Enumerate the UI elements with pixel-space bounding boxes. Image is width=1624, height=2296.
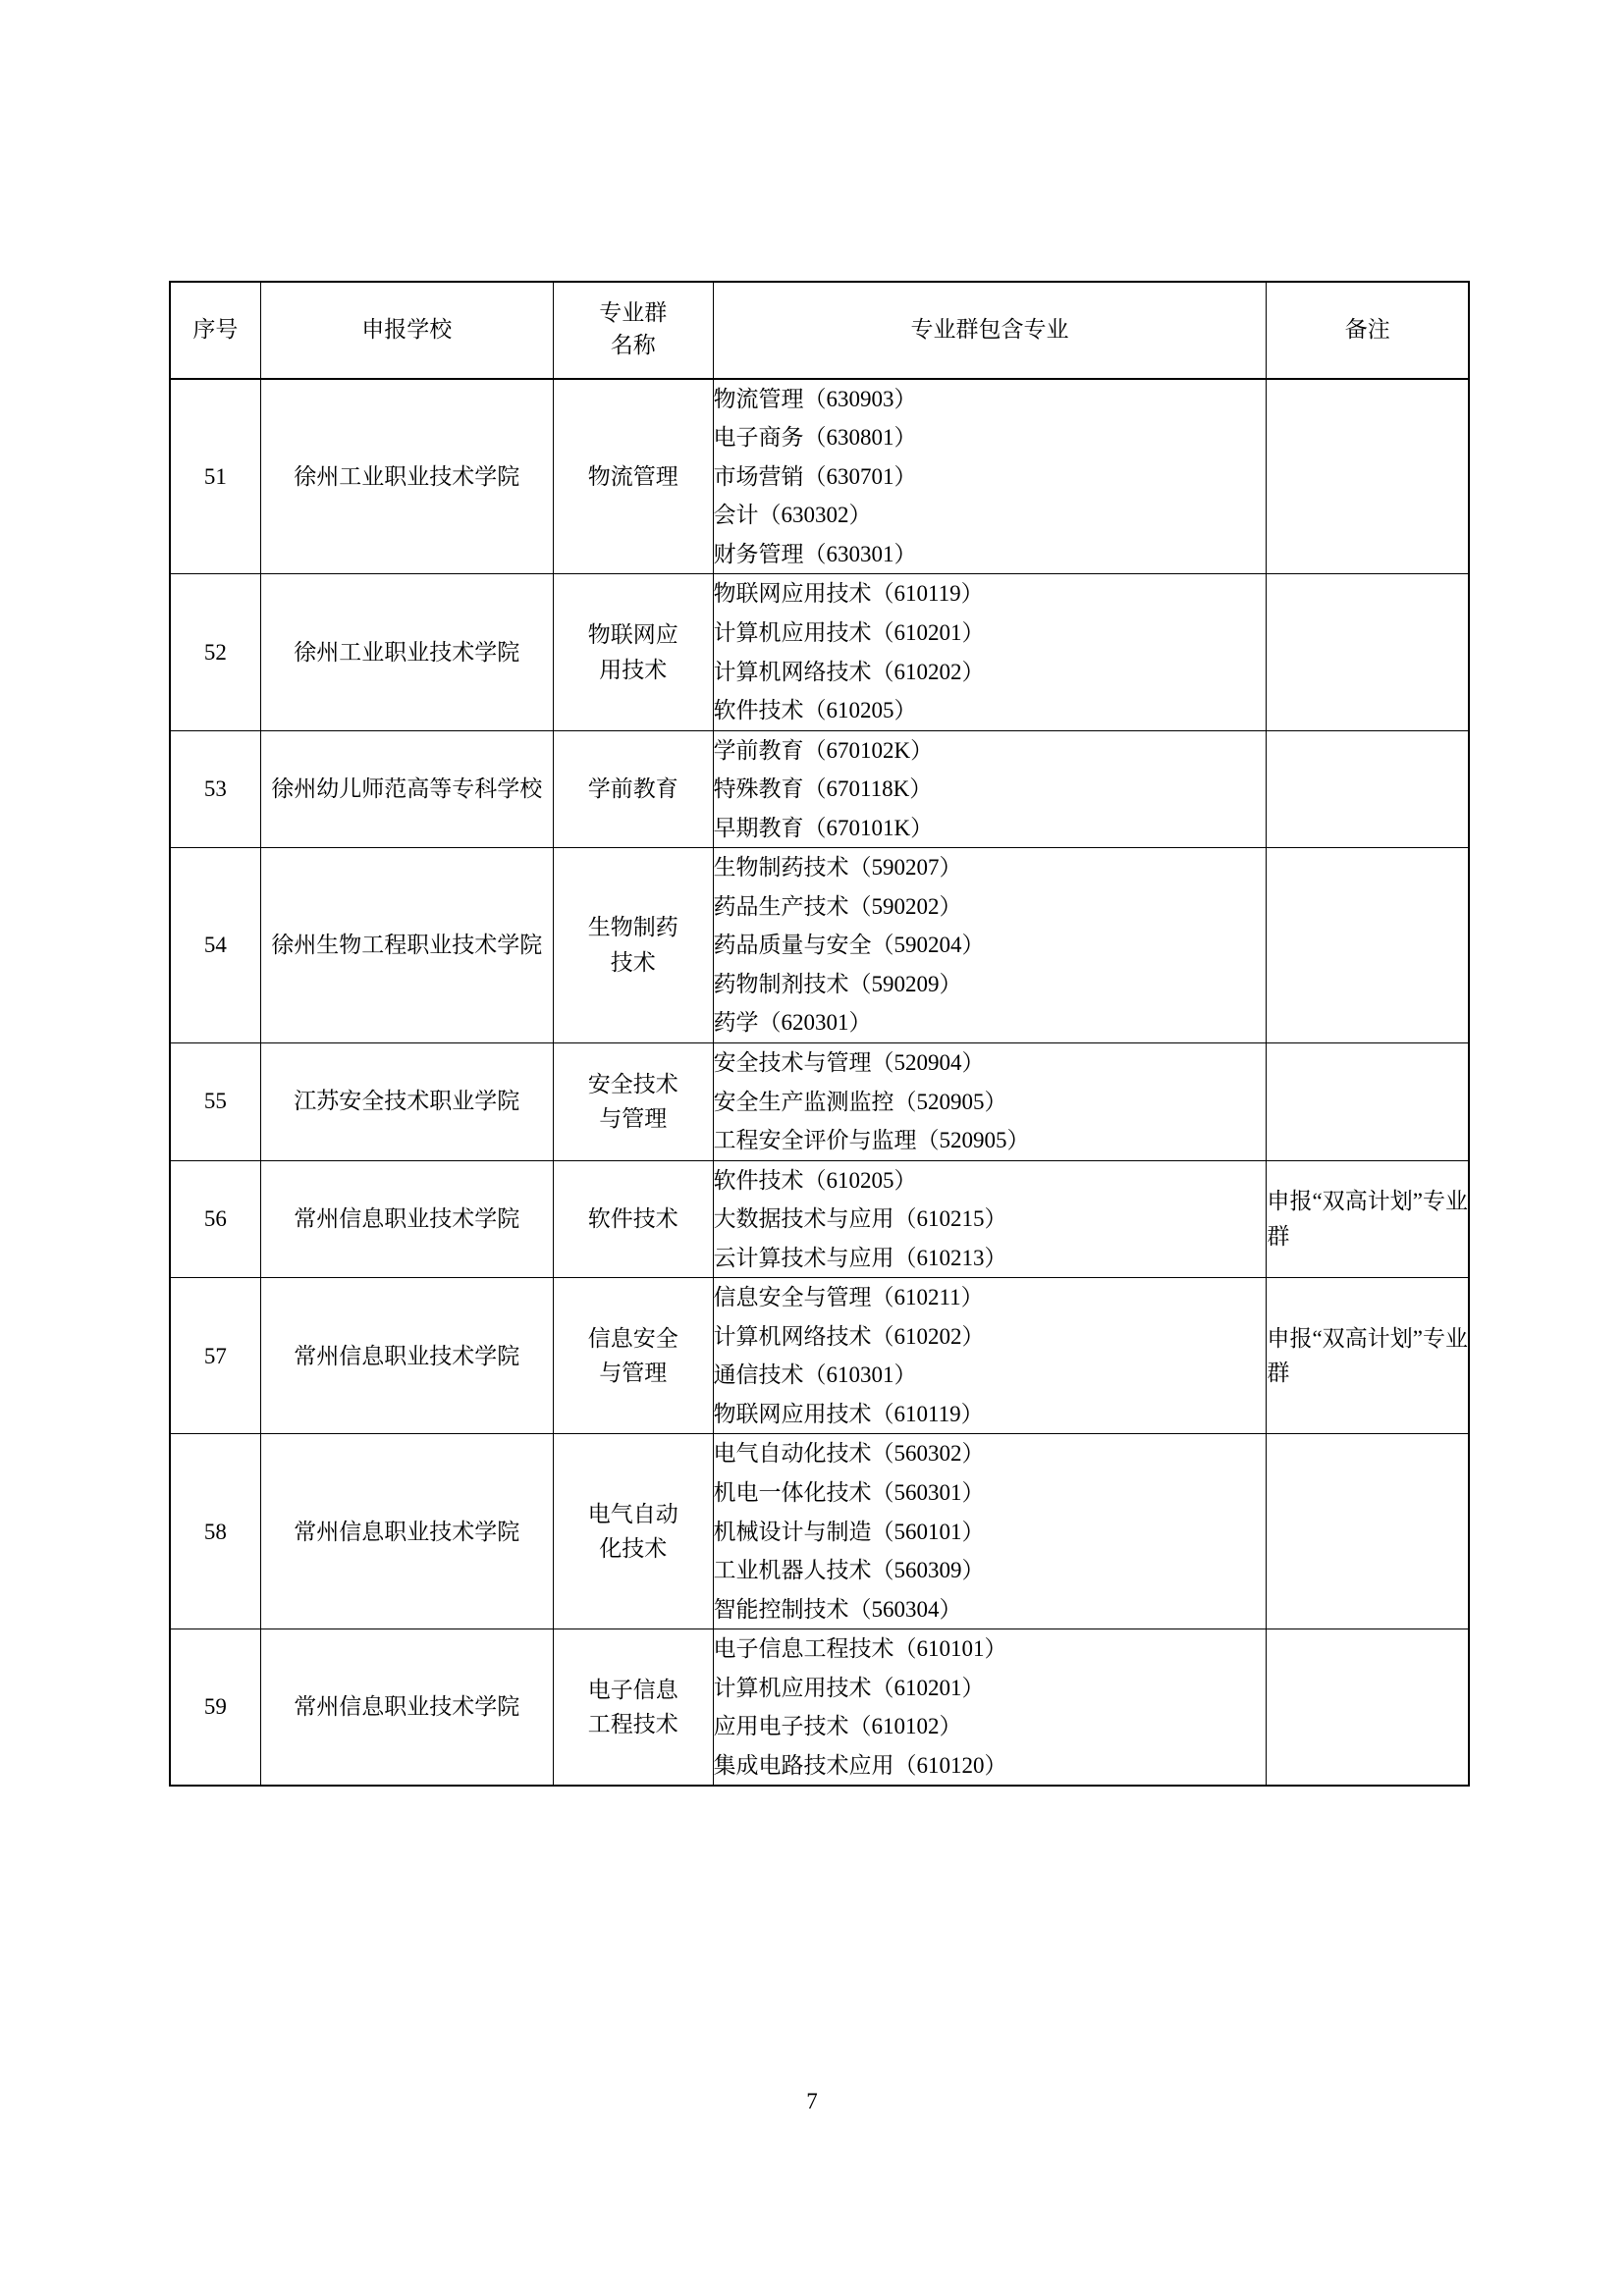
cell-group-name: [553, 1434, 713, 1629]
cell-included-majors: [713, 730, 1267, 848]
major-entry: 大数据技术与应用（610215）: [713, 1206, 1007, 1232]
major-entry: 药物制剂技术（590209）: [713, 971, 962, 996]
cell-school: 常州信息职业技术学院: [260, 1434, 553, 1629]
table-body: [170, 379, 1469, 1787]
group-name-line: 用技术: [599, 657, 668, 682]
table-row: [170, 574, 1469, 730]
major-entry: 药学（620301）: [713, 1010, 872, 1036]
cell-included-majors: [713, 1278, 1267, 1434]
major-group-table-container: [169, 281, 1470, 1787]
column-header-line: 专业群包含专业: [910, 316, 1069, 342]
cell-group-name: [553, 574, 713, 730]
table-row: [170, 1160, 1469, 1278]
cell-remark: [1267, 1278, 1469, 1434]
column-header-line: 申报学校: [361, 316, 453, 342]
cell-included-majors: [713, 1042, 1267, 1160]
major-entry: 计算机网络技术（610202）: [713, 659, 985, 684]
cell-sequence: 57: [170, 1278, 260, 1434]
major-entry: 智能控制技术（560304）: [713, 1596, 962, 1622]
cell-school: 常州信息职业技术学院: [260, 1629, 553, 1787]
cell-school: 徐州生物工程职业技术学院: [260, 848, 553, 1043]
group-name-line: 信息安全: [587, 1325, 678, 1351]
cell-school: 江苏安全技术职业学院: [260, 1042, 553, 1160]
group-name-line: 学前教育: [587, 776, 678, 802]
major-entry: 计算机应用技术（610201）: [713, 1675, 985, 1700]
major-entry: 物流管理（630903）: [713, 386, 917, 411]
cell-remark: [1267, 1160, 1469, 1278]
major-entry: 安全生产监测监控（520905）: [713, 1089, 1007, 1114]
major-entry: 工程安全评价与监理（520905）: [713, 1128, 1030, 1153]
group-name-line: 软件技术: [587, 1206, 678, 1232]
cell-remark: [1267, 379, 1469, 574]
group-name-line: 安全技术: [587, 1071, 678, 1096]
major-entry: 计算机应用技术（610201）: [713, 619, 985, 645]
cell-included-majors: [713, 1629, 1267, 1787]
major-entry: 集成电路技术应用（610120）: [713, 1752, 1007, 1778]
cell-remark: [1267, 848, 1469, 1043]
remark-text: 申报“双高计划”专业群: [1267, 1325, 1468, 1386]
major-entry: 信息安全与管理（610211）: [713, 1285, 984, 1310]
column-header-included-majors: [713, 282, 1267, 379]
column-header-line: 名称: [610, 333, 656, 358]
cell-sequence: 53: [170, 730, 260, 848]
major-entry: 药品质量与安全（590204）: [713, 933, 985, 958]
major-entry: 物联网应用技术（610119）: [713, 581, 984, 607]
major-entry: 应用电子技术（610102）: [713, 1714, 962, 1739]
major-entry: 药品生产技术（590202）: [713, 893, 962, 919]
cell-remark: [1267, 1434, 1469, 1629]
group-name-line: 电气自动: [587, 1501, 678, 1526]
major-entry: 财务管理（630301）: [713, 541, 917, 566]
major-entry: 工业机器人技术（560309）: [713, 1558, 985, 1583]
column-header-line: 专业群: [599, 300, 668, 325]
column-header-group-name: [553, 282, 713, 379]
cell-group-name: [553, 730, 713, 848]
cell-school: 徐州工业职业技术学院: [260, 574, 553, 730]
cell-school: 常州信息职业技术学院: [260, 1278, 553, 1434]
group-name-line: 物流管理: [587, 463, 678, 489]
page-number: 7: [806, 2089, 818, 2113]
column-header-remark: [1267, 282, 1469, 379]
major-entry: 电子信息工程技术（610101）: [713, 1636, 1007, 1662]
cell-group-name: [553, 379, 713, 574]
major-entry: 软件技术（610205）: [713, 698, 917, 723]
cell-school: 常州信息职业技术学院: [260, 1160, 553, 1278]
major-entry: 特殊教育（670118K）: [713, 776, 933, 802]
group-name-line: 与管理: [599, 1361, 668, 1386]
major-entry: 学前教育（670102K）: [713, 737, 934, 763]
major-entry: 机电一体化技术（560301）: [713, 1480, 985, 1505]
major-entry: 物联网应用技术（610119）: [713, 1401, 984, 1426]
major-entry: 电气自动化技术（560302）: [713, 1441, 985, 1467]
cell-group-name: [553, 1160, 713, 1278]
cell-remark: [1267, 730, 1469, 848]
table-header: [170, 282, 1469, 379]
remark-text: 申报“双高计划”专业群: [1267, 1189, 1468, 1249]
column-header-line: 备注: [1344, 316, 1390, 342]
cell-sequence: 58: [170, 1434, 260, 1629]
group-name-line: 与管理: [599, 1106, 668, 1132]
cell-included-majors: [713, 1434, 1267, 1629]
major-entry: 安全技术与管理（520904）: [713, 1049, 985, 1075]
cell-group-name: [553, 1042, 713, 1160]
cell-group-name: [553, 1629, 713, 1787]
cell-sequence: 51: [170, 379, 260, 574]
cell-included-majors: [713, 1160, 1267, 1278]
column-header-sequence: [170, 282, 260, 379]
major-entry: 早期教育（670101K）: [713, 815, 934, 840]
major-group-table: [169, 281, 1470, 1787]
cell-remark: [1267, 1042, 1469, 1160]
table-row: [170, 848, 1469, 1043]
major-entry: 通信技术（610301）: [713, 1362, 917, 1388]
table-row: [170, 379, 1469, 574]
cell-sequence: 59: [170, 1629, 260, 1787]
major-entry: 生物制药技术（590207）: [713, 855, 962, 881]
major-entry: 软件技术（610205）: [713, 1167, 917, 1193]
column-header-school: [260, 282, 553, 379]
cell-school: 徐州幼儿师范高等专科学校: [260, 730, 553, 848]
cell-school: 徐州工业职业技术学院: [260, 379, 553, 574]
group-name-line: 化技术: [599, 1536, 668, 1562]
group-name-line: 生物制药: [587, 915, 678, 940]
table-row: [170, 1434, 1469, 1629]
cell-sequence: 54: [170, 848, 260, 1043]
table-row: [170, 1278, 1469, 1434]
table-header-row: [170, 282, 1469, 379]
cell-sequence: 52: [170, 574, 260, 730]
column-header-line: 序号: [192, 316, 239, 342]
major-entry: 市场营销（630701）: [713, 463, 917, 489]
cell-included-majors: [713, 379, 1267, 574]
table-row: [170, 1629, 1469, 1787]
group-name-line: 物联网应: [587, 621, 678, 647]
major-entry: 计算机网络技术（610202）: [713, 1323, 985, 1349]
cell-sequence: 56: [170, 1160, 260, 1278]
group-name-line: 工程技术: [587, 1712, 678, 1737]
cell-group-name: [553, 848, 713, 1043]
major-entry: 机械设计与制造（560101）: [713, 1519, 985, 1544]
cell-remark: [1267, 1629, 1469, 1787]
group-name-line: 技术: [610, 950, 656, 976]
cell-included-majors: [713, 848, 1267, 1043]
cell-included-majors: [713, 574, 1267, 730]
cell-remark: [1267, 574, 1469, 730]
cell-group-name: [553, 1278, 713, 1434]
group-name-line: 电子信息: [587, 1677, 678, 1702]
cell-sequence: 55: [170, 1042, 260, 1160]
major-entry: 会计（630302）: [713, 503, 872, 528]
major-entry: 云计算技术与应用（610213）: [713, 1245, 1007, 1270]
major-entry: 电子商务（630801）: [713, 425, 917, 451]
table-row: [170, 1042, 1469, 1160]
table-row: [170, 730, 1469, 848]
